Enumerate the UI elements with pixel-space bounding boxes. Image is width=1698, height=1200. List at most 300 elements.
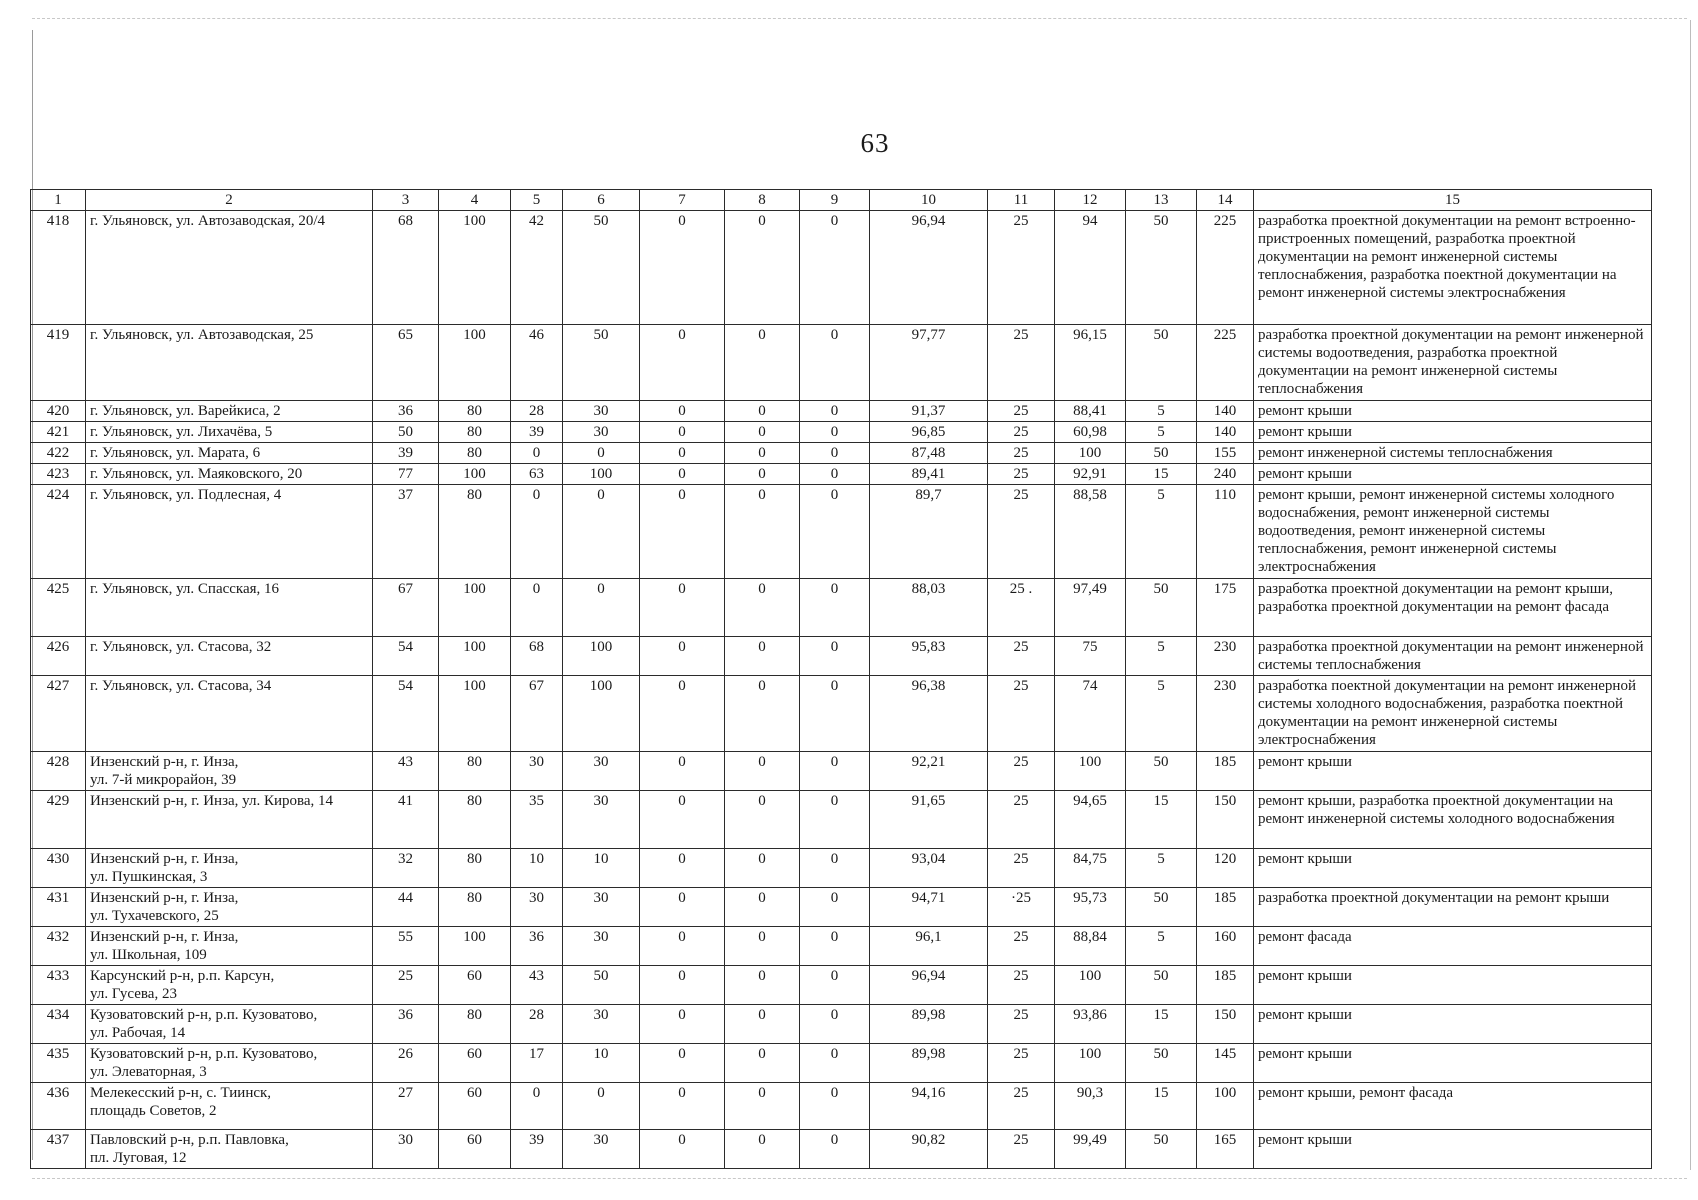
value-cell-col-4: 80 [439,791,511,849]
work-type-cell: ремонт крыши [1254,1005,1652,1044]
value-cell-col-11: 25 [988,676,1055,752]
row-number-cell: 421 [31,422,86,443]
value-cell-col-8: 0 [725,966,800,1005]
value-cell-col-10: 87,48 [870,443,988,464]
value-cell-col-6: 0 [563,1083,640,1130]
table-row [31,966,1652,1005]
value-cell-col-7: 0 [640,579,725,637]
work-type-cell: ремонт крыши [1254,422,1652,443]
table-row [31,927,1652,966]
value-cell-col-8: 0 [725,579,800,637]
address-cell: Карсунский р-н, р.п. Карсун, ул. Гусева, 23 [86,966,373,1005]
value-cell-col-7: 0 [640,966,725,1005]
value-cell-col-14: 100 [1197,1083,1254,1130]
value-cell-col-6: 50 [563,966,640,1005]
value-cell-col-7: 0 [640,927,725,966]
value-cell-col-14: 120 [1197,849,1254,888]
value-cell-col-8: 0 [725,401,800,422]
row-number-cell: 437 [31,1130,86,1169]
work-type-cell: ремонт крыши [1254,752,1652,791]
value-cell-col-14: 150 [1197,1005,1254,1044]
value-cell-col-9: 0 [800,791,870,849]
address-cell: Инзенский р-н, г. Инза, ул. Тухачевского, 25 [86,888,373,927]
value-cell-col-10: 96,94 [870,966,988,1005]
value-cell-col-4: 80 [439,849,511,888]
value-cell-col-12: 88,58 [1055,485,1126,579]
value-cell-col-5: 67 [511,676,563,752]
value-cell-col-9: 0 [800,211,870,325]
value-cell-col-9: 0 [800,888,870,927]
value-cell-col-8: 0 [725,443,800,464]
value-cell-col-14: 225 [1197,211,1254,325]
value-cell-col-6: 30 [563,791,640,849]
value-cell-col-10: 96,94 [870,211,988,325]
value-cell-col-7: 0 [640,485,725,579]
table-row [31,211,1652,325]
value-cell-col-13: 50 [1126,1044,1197,1083]
table-row [31,676,1652,752]
value-cell-col-7: 0 [640,325,725,401]
work-type-cell: ремонт фасада [1254,927,1652,966]
table-row [31,579,1652,637]
value-cell-col-13: 50 [1126,443,1197,464]
value-cell-col-3: 39 [373,443,439,464]
column-header-11: 11 [988,190,1055,211]
value-cell-col-7: 0 [640,464,725,485]
value-cell-col-8: 0 [725,422,800,443]
column-header-14: 14 [1197,190,1254,211]
value-cell-col-3: 36 [373,401,439,422]
value-cell-col-6: 0 [563,485,640,579]
value-cell-col-7: 0 [640,1083,725,1130]
value-cell-col-5: 43 [511,966,563,1005]
value-cell-col-13: 5 [1126,676,1197,752]
value-cell-col-9: 0 [800,443,870,464]
value-cell-col-9: 0 [800,464,870,485]
value-cell-col-14: 165 [1197,1130,1254,1169]
row-number-cell: 418 [31,211,86,325]
value-cell-col-4: 80 [439,888,511,927]
value-cell-col-8: 0 [725,888,800,927]
value-cell-col-8: 0 [725,1044,800,1083]
address-cell: Кузоватовский р-н, р.п. Кузоватово, ул. Элеваторная, 3 [86,1044,373,1083]
value-cell-col-10: 96,85 [870,422,988,443]
table-row [31,401,1652,422]
row-number-cell: 422 [31,443,86,464]
value-cell-col-14: 185 [1197,966,1254,1005]
value-cell-col-8: 0 [725,325,800,401]
address-cell: Мелекесский р-н, с. Тиинск, площадь Советов, 2 [86,1083,373,1130]
value-cell-col-3: 67 [373,579,439,637]
page-border-bottom [32,1178,1687,1179]
value-cell-col-3: 26 [373,1044,439,1083]
value-cell-col-3: 32 [373,849,439,888]
value-cell-col-11: 25 [988,401,1055,422]
value-cell-col-4: 80 [439,752,511,791]
value-cell-col-12: 90,3 [1055,1083,1126,1130]
value-cell-col-12: 93,86 [1055,1005,1126,1044]
value-cell-col-14: 110 [1197,485,1254,579]
value-cell-col-13: 50 [1126,888,1197,927]
value-cell-col-12: 100 [1055,1044,1126,1083]
value-cell-col-4: 60 [439,1130,511,1169]
value-cell-col-10: 94,71 [870,888,988,927]
value-cell-col-10: 91,37 [870,401,988,422]
value-cell-col-10: 92,21 [870,752,988,791]
value-cell-col-12: 96,15 [1055,325,1126,401]
value-cell-col-13: 5 [1126,637,1197,676]
value-cell-col-9: 0 [800,1005,870,1044]
column-header-6: 6 [563,190,640,211]
value-cell-col-6: 50 [563,211,640,325]
row-number-cell: 430 [31,849,86,888]
value-cell-col-12: 95,73 [1055,888,1126,927]
value-cell-col-9: 0 [800,579,870,637]
value-cell-col-7: 0 [640,752,725,791]
value-cell-col-10: 90,82 [870,1130,988,1169]
column-header-9: 9 [800,190,870,211]
value-cell-col-5: 39 [511,422,563,443]
value-cell-col-9: 0 [800,966,870,1005]
work-type-cell: разработка проектной документации на ремонт инженерной системы водоотведения, разработка проектной документации на ремонт инженерной системы теплоснабжения [1254,325,1652,401]
value-cell-col-5: 36 [511,927,563,966]
value-cell-col-7: 0 [640,1005,725,1044]
value-cell-col-4: 80 [439,401,511,422]
value-cell-col-10: 95,83 [870,637,988,676]
column-header-8: 8 [725,190,800,211]
value-cell-col-14: 230 [1197,637,1254,676]
value-cell-col-13: 5 [1126,927,1197,966]
table-row [31,1044,1652,1083]
value-cell-col-9: 0 [800,752,870,791]
value-cell-col-11: 25 [988,485,1055,579]
work-type-cell: ремонт крыши, разработка проектной документации на ремонт инженерной системы холодного водоснабжения [1254,791,1652,849]
row-number-cell: 431 [31,888,86,927]
value-cell-col-14: 185 [1197,888,1254,927]
value-cell-col-5: 28 [511,1005,563,1044]
column-header-4: 4 [439,190,511,211]
address-cell: Инзенский р-н, г. Инза, ул. Кирова, 14 [86,791,373,849]
work-type-cell: ремонт крыши [1254,1044,1652,1083]
value-cell-col-3: 37 [373,485,439,579]
value-cell-col-3: 54 [373,676,439,752]
value-cell-col-14: 155 [1197,443,1254,464]
value-cell-col-3: 43 [373,752,439,791]
row-number-cell: 434 [31,1005,86,1044]
value-cell-col-4: 100 [439,579,511,637]
value-cell-col-11: 25 [988,927,1055,966]
value-cell-col-3: 25 [373,966,439,1005]
value-cell-col-8: 0 [725,637,800,676]
value-cell-col-6: 100 [563,637,640,676]
work-type-cell: ремонт крыши [1254,464,1652,485]
value-cell-col-6: 50 [563,325,640,401]
value-cell-col-14: 225 [1197,325,1254,401]
value-cell-col-9: 0 [800,485,870,579]
value-cell-col-4: 80 [439,443,511,464]
value-cell-col-5: 28 [511,401,563,422]
address-cell: Инзенский р-н, г. Инза, ул. Школьная, 109 [86,927,373,966]
value-cell-col-10: 91,65 [870,791,988,849]
value-cell-col-12: 74 [1055,676,1126,752]
work-type-cell: разработка проектной документации на ремонт инженерной системы теплоснабжения [1254,637,1652,676]
value-cell-col-4: 60 [439,1044,511,1083]
value-cell-col-13: 5 [1126,422,1197,443]
value-cell-col-12: 97,49 [1055,579,1126,637]
address-cell: Кузоватовский р-н, р.п. Кузоватово, ул. Рабочая, 14 [86,1005,373,1044]
value-cell-col-6: 30 [563,888,640,927]
value-cell-col-13: 5 [1126,401,1197,422]
value-cell-col-13: 50 [1126,579,1197,637]
value-cell-col-8: 0 [725,791,800,849]
value-cell-col-3: 68 [373,211,439,325]
address-cell: г. Ульяновск, ул. Марата, 6 [86,443,373,464]
row-number-cell: 429 [31,791,86,849]
work-type-cell: ремонт крыши [1254,966,1652,1005]
value-cell-col-7: 0 [640,422,725,443]
address-cell: г. Ульяновск, ул. Спасская, 16 [86,579,373,637]
value-cell-col-4: 100 [439,464,511,485]
value-cell-col-11: 25 [988,791,1055,849]
value-cell-col-13: 50 [1126,752,1197,791]
value-cell-col-10: 96,1 [870,927,988,966]
value-cell-col-5: 0 [511,485,563,579]
value-cell-col-9: 0 [800,849,870,888]
address-cell: г. Ульяновск, ул. Лихачёва, 5 [86,422,373,443]
address-cell: г. Ульяновск, ул. Стасова, 34 [86,676,373,752]
value-cell-col-14: 140 [1197,422,1254,443]
value-cell-col-14: 230 [1197,676,1254,752]
value-cell-col-13: 15 [1126,1083,1197,1130]
row-number-cell: 435 [31,1044,86,1083]
value-cell-col-5: 0 [511,443,563,464]
value-cell-col-14: 175 [1197,579,1254,637]
value-cell-col-5: 46 [511,325,563,401]
table-row [31,325,1652,401]
value-cell-col-12: 100 [1055,752,1126,791]
value-cell-col-5: 30 [511,888,563,927]
table-row [31,422,1652,443]
value-cell-col-14: 240 [1197,464,1254,485]
value-cell-col-13: 15 [1126,791,1197,849]
value-cell-col-11: 25 [988,1005,1055,1044]
value-cell-col-7: 0 [640,791,725,849]
value-cell-col-3: 41 [373,791,439,849]
value-cell-col-11: 25 [988,443,1055,464]
row-number-cell: 433 [31,966,86,1005]
table-row [31,637,1652,676]
value-cell-col-8: 0 [725,1083,800,1130]
value-cell-col-7: 0 [640,637,725,676]
address-cell: г. Ульяновск, ул. Подлесная, 4 [86,485,373,579]
value-cell-col-5: 30 [511,752,563,791]
value-cell-col-8: 0 [725,752,800,791]
value-cell-col-9: 0 [800,637,870,676]
address-cell: г. Ульяновск, ул. Маяковского, 20 [86,464,373,485]
row-number-cell: 425 [31,579,86,637]
value-cell-col-5: 17 [511,1044,563,1083]
column-header-15: 15 [1254,190,1652,211]
column-header-12: 12 [1055,190,1126,211]
value-cell-col-9: 0 [800,1083,870,1130]
value-cell-col-9: 0 [800,325,870,401]
value-cell-col-14: 140 [1197,401,1254,422]
row-number-cell: 436 [31,1083,86,1130]
table-body [31,211,1652,1169]
value-cell-col-8: 0 [725,849,800,888]
work-type-cell: разработка проектной документации на ремонт крыши, разработка проектной документации на ремонт фасада [1254,579,1652,637]
value-cell-col-6: 30 [563,401,640,422]
value-cell-col-4: 100 [439,637,511,676]
value-cell-col-13: 50 [1126,1130,1197,1169]
value-cell-col-3: 65 [373,325,439,401]
value-cell-col-13: 5 [1126,485,1197,579]
value-cell-col-6: 0 [563,443,640,464]
value-cell-col-14: 160 [1197,927,1254,966]
column-header-2: 2 [86,190,373,211]
table-row [31,485,1652,579]
value-cell-col-5: 68 [511,637,563,676]
value-cell-col-4: 80 [439,422,511,443]
page-number: 63 [860,128,890,158]
value-cell-col-12: 92,91 [1055,464,1126,485]
address-cell: г. Ульяновск, ул. Стасова, 32 [86,637,373,676]
value-cell-col-9: 0 [800,927,870,966]
value-cell-col-10: 96,38 [870,676,988,752]
value-cell-col-6: 30 [563,422,640,443]
value-cell-col-7: 0 [640,676,725,752]
value-cell-col-9: 0 [800,401,870,422]
work-type-cell: ремонт крыши [1254,401,1652,422]
value-cell-col-8: 0 [725,1005,800,1044]
value-cell-col-7: 0 [640,401,725,422]
column-header-5: 5 [511,190,563,211]
value-cell-col-4: 100 [439,325,511,401]
row-number-cell: 426 [31,637,86,676]
value-cell-col-10: 89,98 [870,1005,988,1044]
value-cell-col-7: 0 [640,1130,725,1169]
value-cell-col-9: 0 [800,1130,870,1169]
value-cell-col-14: 145 [1197,1044,1254,1083]
value-cell-col-7: 0 [640,849,725,888]
value-cell-col-8: 0 [725,211,800,325]
row-number-cell: 423 [31,464,86,485]
value-cell-col-4: 60 [439,966,511,1005]
value-cell-col-3: 27 [373,1083,439,1130]
value-cell-col-5: 42 [511,211,563,325]
value-cell-col-12: 75 [1055,637,1126,676]
table-row [31,752,1652,791]
address-cell: Инзенский р-н, г. Инза, ул. Пушкинская, 3 [86,849,373,888]
data-table [30,189,1652,1169]
value-cell-col-7: 0 [640,211,725,325]
row-number-cell: 424 [31,485,86,579]
value-cell-col-14: 150 [1197,791,1254,849]
value-cell-col-13: 15 [1126,464,1197,485]
value-cell-col-5: 35 [511,791,563,849]
value-cell-col-8: 0 [725,485,800,579]
value-cell-col-10: 93,04 [870,849,988,888]
value-cell-col-11: 25 [988,637,1055,676]
value-cell-col-4: 80 [439,1005,511,1044]
value-cell-col-13: 15 [1126,1005,1197,1044]
value-cell-col-7: 0 [640,888,725,927]
value-cell-col-6: 0 [563,579,640,637]
value-cell-col-8: 0 [725,927,800,966]
value-cell-col-5: 0 [511,579,563,637]
work-type-cell: ремонт крыши, ремонт фасада [1254,1083,1652,1130]
column-header-13: 13 [1126,190,1197,211]
value-cell-col-9: 0 [800,676,870,752]
table-row [31,1005,1652,1044]
value-cell-col-10: 88,03 [870,579,988,637]
value-cell-col-6: 10 [563,849,640,888]
value-cell-col-11: 25 [988,325,1055,401]
value-cell-col-10: 89,98 [870,1044,988,1083]
value-cell-col-12: 88,41 [1055,401,1126,422]
address-cell: Инзенский р-н, г. Инза, ул. 7-й микрорайон, 39 [86,752,373,791]
value-cell-col-6: 30 [563,752,640,791]
table-row [31,1083,1652,1130]
value-cell-col-13: 50 [1126,211,1197,325]
address-cell: г. Ульяновск, ул. Варейкиса, 2 [86,401,373,422]
value-cell-col-5: 0 [511,1083,563,1130]
value-cell-col-5: 39 [511,1130,563,1169]
value-cell-col-3: 30 [373,1130,439,1169]
value-cell-col-12: 100 [1055,443,1126,464]
value-cell-col-11: 25 [988,1083,1055,1130]
row-number-cell: 427 [31,676,86,752]
header-row [31,190,1652,211]
address-cell: Павловский р-н, р.п. Павловка, пл. Луговая, 12 [86,1130,373,1169]
value-cell-col-7: 0 [640,1044,725,1083]
column-header-7: 7 [640,190,725,211]
table-row [31,1130,1652,1169]
value-cell-col-5: 63 [511,464,563,485]
value-cell-col-13: 5 [1126,849,1197,888]
value-cell-col-6: 100 [563,676,640,752]
table-row [31,849,1652,888]
value-cell-col-12: 99,49 [1055,1130,1126,1169]
value-cell-col-6: 30 [563,1005,640,1044]
value-cell-col-9: 0 [800,1044,870,1083]
value-cell-col-12: 88,84 [1055,927,1126,966]
value-cell-col-12: 84,75 [1055,849,1126,888]
value-cell-col-10: 89,41 [870,464,988,485]
value-cell-col-4: 100 [439,211,511,325]
value-cell-col-11: 25 [988,1044,1055,1083]
value-cell-col-11: 25 [988,464,1055,485]
page-border-right [1690,20,1691,1170]
value-cell-col-3: 77 [373,464,439,485]
page-border-top [32,18,1687,19]
value-cell-col-11: 25 [988,1130,1055,1169]
value-cell-col-6: 30 [563,1130,640,1169]
value-cell-col-11: ·25 [988,888,1055,927]
value-cell-col-10: 94,16 [870,1083,988,1130]
value-cell-col-4: 60 [439,1083,511,1130]
work-type-cell: разработка проектной документации на ремонт крыши [1254,888,1652,927]
value-cell-col-3: 54 [373,637,439,676]
value-cell-col-8: 0 [725,1130,800,1169]
value-cell-col-10: 97,77 [870,325,988,401]
value-cell-col-6: 10 [563,1044,640,1083]
work-type-cell: ремонт крыши, ремонт инженерной системы холодного водоснабжения, ремонт инженерной системы водоотведения, ремонт инженерной системы теплоснабжения, ремонт инженерной системы электроснабжения [1254,485,1652,579]
row-number-cell: 428 [31,752,86,791]
value-cell-col-7: 0 [640,443,725,464]
table-row [31,888,1652,927]
value-cell-col-12: 94 [1055,211,1126,325]
